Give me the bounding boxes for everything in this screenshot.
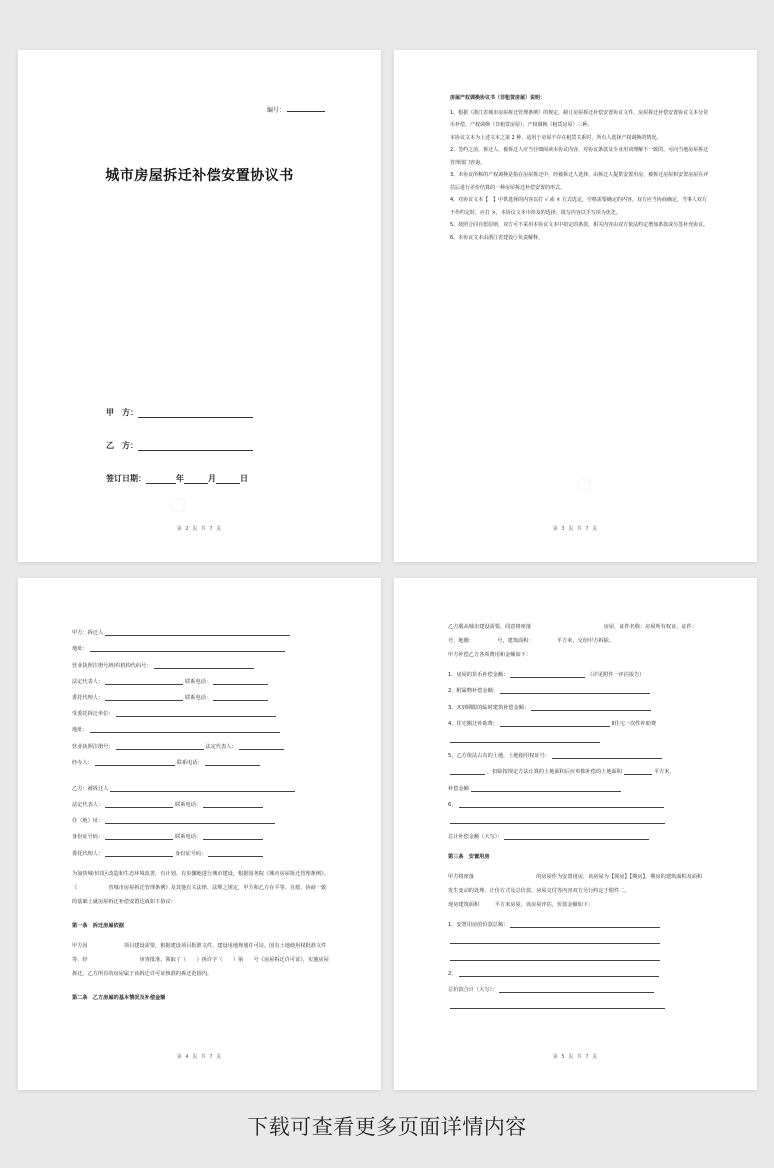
- form-row: 委托代理人： 联系电话：: [72, 685, 331, 701]
- instruction-item: 5、按照合同自愿原则，双方可不采用本协议文本中拟定的条款，相关内容由双方依法约定增加条款或另签补充协议。: [450, 222, 709, 228]
- form-row: [448, 993, 707, 1009]
- page-footer: 第 2 页 共 7 页: [176, 526, 223, 532]
- document-page-instructions: [394, 50, 757, 562]
- form-row: 经办人： 联系电话：: [72, 750, 331, 766]
- instruction-item: 本协议文本为上述文本之第 2 种，适用于房屋不存在租赁关系时，所有人选择产权调换的情况。: [450, 134, 662, 141]
- instruction-item: 1、根据《浙江省城市房屋拆迁管理条例》的规定，制订房屋拆迁补偿安置协议文件。房屋拆迁补偿安置协议文本分货币补偿、产权调换（非租赁房屋）、产权调换（租赁房屋）三种。: [450, 109, 709, 128]
- form-row: [448, 928, 707, 944]
- instructions-text: [450, 92, 711, 244]
- instruction-item: 4、对协议文本【 】中供选择的内容以打 √ 或 × 方式选定，空格需要确定的内容，双方应当协商确定，当事人双方不作约定时，应打 ×，本协议文本中涉及的选择、填写内容以手写项为优先。: [450, 197, 707, 216]
- form-row: 6、: [448, 792, 707, 808]
- watermark: [567, 467, 599, 500]
- party-b-field: [106, 440, 253, 451]
- compensation-list-title: 甲方补偿乙方各项费用和金额如下：: [448, 652, 532, 658]
- compensation-form: [448, 620, 721, 1009]
- form-row: 身份证号码： 联系电话：: [72, 824, 331, 840]
- form-row: 法定代表人： 联系电话：: [72, 669, 331, 685]
- form-row: 3、未到期限的临时建筑补偿金额：: [448, 694, 707, 710]
- page-footer: 第 5 页 共 7 页: [552, 1054, 599, 1060]
- sign-date-label: 签订日期：: [106, 474, 146, 483]
- area-text: 现房建筑面积 平方米房屋，该房屋评估，价款金额如下：: [448, 902, 594, 909]
- form-row: 1、房屋的货币补偿金额： （详见附件一评估报告）: [448, 672, 645, 679]
- form-row: 总价款合计（大写）：: [448, 977, 707, 993]
- sign-date-field: 签订日期： 年 月 日: [106, 474, 248, 483]
- form-row: 甲方：拆迁人: [72, 620, 331, 636]
- instruction-item: 3、本协议所称的产权调换是指在房屋拆迁中，经被拆迁人选择，由拆迁人提供安置用房，被拆迁房屋和安置房屋在评估后进行差价结算的一种房屋拆迁补偿安置的形式。: [450, 172, 709, 191]
- property-intro: 乙方服从城市建设需要，同意将座落 房屋，证件名称：房屋所有权证，证件： 号，地籍： 号，建筑面积： 平方米，交给甲方拆除。: [448, 624, 721, 644]
- form-row: [448, 944, 707, 960]
- document-page-cover: [18, 50, 381, 562]
- form-row: 5、乙方依法占有的土地，土地使用权证号：: [448, 743, 707, 759]
- number-label: 编号：: [266, 107, 285, 114]
- form-row: 营业执照注册号： 法定代表人：: [72, 733, 331, 749]
- party-b-label: 乙 方：: [106, 441, 138, 450]
- form-row: 补偿金额: [448, 775, 707, 791]
- form-row: 4、住宅搬迁补助费： Ⅱ住宅一次性补助费: [448, 720, 657, 727]
- preamble-text: 为加快城市旧区改造和生态环境改善，有计划、有步骤地进行城市建设，根据国务院《城市房屋拆迁管理条例》、《 省城市房屋拆迁管理条例》及其他有关法律、法规之规定，甲方和乙方在平等、自愿、协商一致的基础上就房屋拆迁补偿安置达成如下协议：: [72, 870, 329, 905]
- instructions-heading: 房屋产权调换协议书（非租赁房屋）说明：: [450, 95, 546, 101]
- form-row: ，扣除按规定方法计算的土地面积后应单独补偿的土地面积 平方米，: [448, 759, 707, 775]
- party-a-field: [106, 407, 253, 418]
- form-row: 营业执照注册号/组织机构代码号：: [72, 652, 331, 668]
- watermark: [161, 487, 193, 520]
- article-3-text: 甲方将座落 的房屋作为安置用房，该房屋为【现房】【期房】，期房的建筑面积及面积发生变动的处理、计价方式及总价款、房屋交付等内容双方另行约定于附件二。: [448, 874, 703, 895]
- form-row: 地址：: [72, 717, 331, 733]
- page-footer: 第 3 页 共 7 页: [552, 526, 599, 532]
- document-title: 城市房屋拆迁补偿安置协议书: [105, 168, 294, 184]
- document-number-field: [267, 105, 325, 114]
- form-row: 总计补偿金额（大写）：: [448, 824, 707, 840]
- form-row: 乙方：被拆迁人: [72, 776, 331, 792]
- parties-form: [72, 620, 331, 1011]
- instruction-item: 6、本协议文本由浙江省建设厅负责解释。: [450, 234, 544, 241]
- form-row: [448, 808, 707, 824]
- form-row: 住（地）址：: [72, 808, 331, 824]
- form-row: 2、: [448, 961, 707, 977]
- article-1-text: 甲方因 项目建设需要，根据建设项目批准文件、建设用地规划许可证，国有土地使用权批准文件等，经 审查批准，领取了（ ）拆许字（ ）第 号《房屋拆迁许可证》，实施房屋拆迁。乙方所有的房屋属于该拆迁许可证核准的拆迁范围内。: [72, 942, 329, 977]
- form-row: 受委托拆迁单位：: [72, 701, 331, 717]
- form-row: 1、安置用房的价款总额：: [448, 912, 707, 928]
- form-row: 2、附属物补偿金额：: [448, 678, 707, 694]
- form-row: 法定代表人： 联系电话：: [72, 792, 331, 808]
- download-more-caption[interactable]: 下载可查看更多页面详情内容: [247, 1115, 527, 1139]
- article-3-title: 第三条 安置用房: [448, 854, 490, 861]
- article-2-title: 第二条 乙方房屋的基本情况及补偿金额: [72, 994, 166, 1001]
- article-1-title: 第一条 拆迁房屋依据: [72, 922, 124, 929]
- form-row: [448, 727, 707, 743]
- document-page-parties: [18, 578, 381, 1090]
- form-row: 委托代理人： 身份证号码：: [72, 840, 331, 856]
- instruction-item: 2、签约之前，拆迁人、被拆迁人应当仔细阅读本协议内容，对协议条款及专业用词理解不一致的，可向当地房屋拆迁管理部门咨询。: [450, 147, 709, 166]
- page-footer: 第 4 页 共 7 页: [176, 1054, 223, 1060]
- form-row: 地址：: [72, 636, 331, 652]
- party-a-label: 甲 方：: [106, 408, 138, 417]
- document-page-compensation: [394, 578, 757, 1090]
